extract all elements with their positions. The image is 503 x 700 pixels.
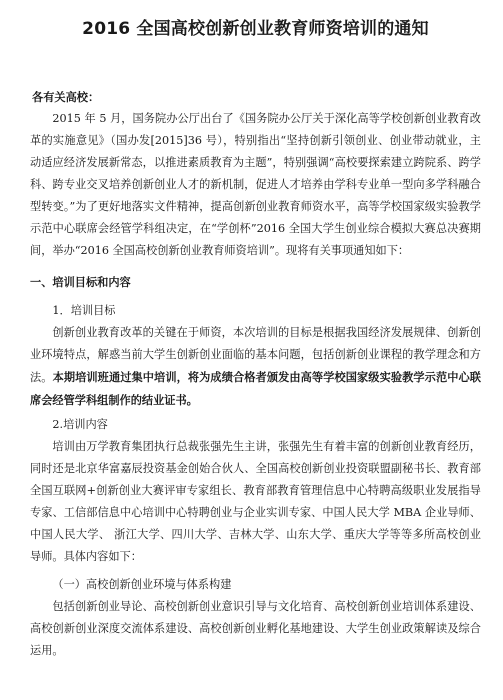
content-paragraph: 培训由万学教育集团执行总裁张强先生主讲，张强先生有着丰富的创新创业教育经历，同时还是北京华富嘉辰投资基金创始合伙人、全国高校创新创业投资联盟副秘书长、教育部全国互联网+创新创业大赛评审专家组长、教育部教育管理信息中心特聘高级职业发展指导专家、工信部信息中心培训中心特聘创业与企业实训专家、中国人民大学 MBA 企业导师、中国人民大学、 浙江大学、四川大学、吉林大学、山东大学、重庆大学等等多所高校创业导师。具体内容如下： bbox=[30, 440, 481, 563]
subsection-heading-content: 2.培训内容 bbox=[52, 418, 108, 431]
subsection-heading-goals: 1．培训目标 bbox=[52, 304, 116, 317]
intro-paragraph: 2015 年 5 月，国务院办公厅出台了《国务院办公厅关于深化高等学校创新创业教育改革的实施意见》（国办发[2015]36 号），特别指出“坚持创新引领创业、创业带动就业，主动适应经济发展新常态，以推进素质教育为主题”，特别强调“高校要探索建立跨院系、跨学科、跨专业交叉培养创新创业人才的新机制，促进人才培养由学科专业单一型向多学科融合型转变。”为了更好地落实文件精神，提高创新创业教育师资水平，高等学校国家级实验教学示范中心联席会经管学科组决定，在“学创杯”2016 全国大学生创业综合模拟大赛总决赛期间，举办“2016 全国高校创新创业教育师资培训”。现将有关事项通知如下： bbox=[30, 112, 481, 257]
document-title: 2016 全国高校创新创业教育师资培训的通知 bbox=[82, 19, 429, 39]
goals-paragraph bbox=[30, 322, 481, 412]
item-heading-environment-system: （一）高校创新创业环境与体系构建 bbox=[52, 578, 232, 591]
salutation: 各有关高校： bbox=[32, 90, 100, 104]
item-paragraph-environment-system: 包括创新创业导论、高校创新创业意识引导与文化培育、高校创新创业培训体系建设、高校创新创业深度交流体系建设、高校创新创业孵化基地建设、大学生创业政策解读及综合运用。 bbox=[30, 600, 481, 657]
section-heading-goals-content: 一、培训目标和内容 bbox=[30, 276, 131, 289]
goals-certificate-text: 本期培训班通过集中培训，将为成绩合格者颁发由高等学校国家级实验教学示范中心联席会经管学科组制作的结业证书。 bbox=[30, 370, 481, 407]
goals-text: 创新创业教育改革的关键在于师资，本次培训的目标是根据我国经济发展规律、创新创业环境特点，解惑当前大学生创新创业面临的基本问题，包括创新创业课程的教学理念和方法。 bbox=[30, 326, 481, 384]
